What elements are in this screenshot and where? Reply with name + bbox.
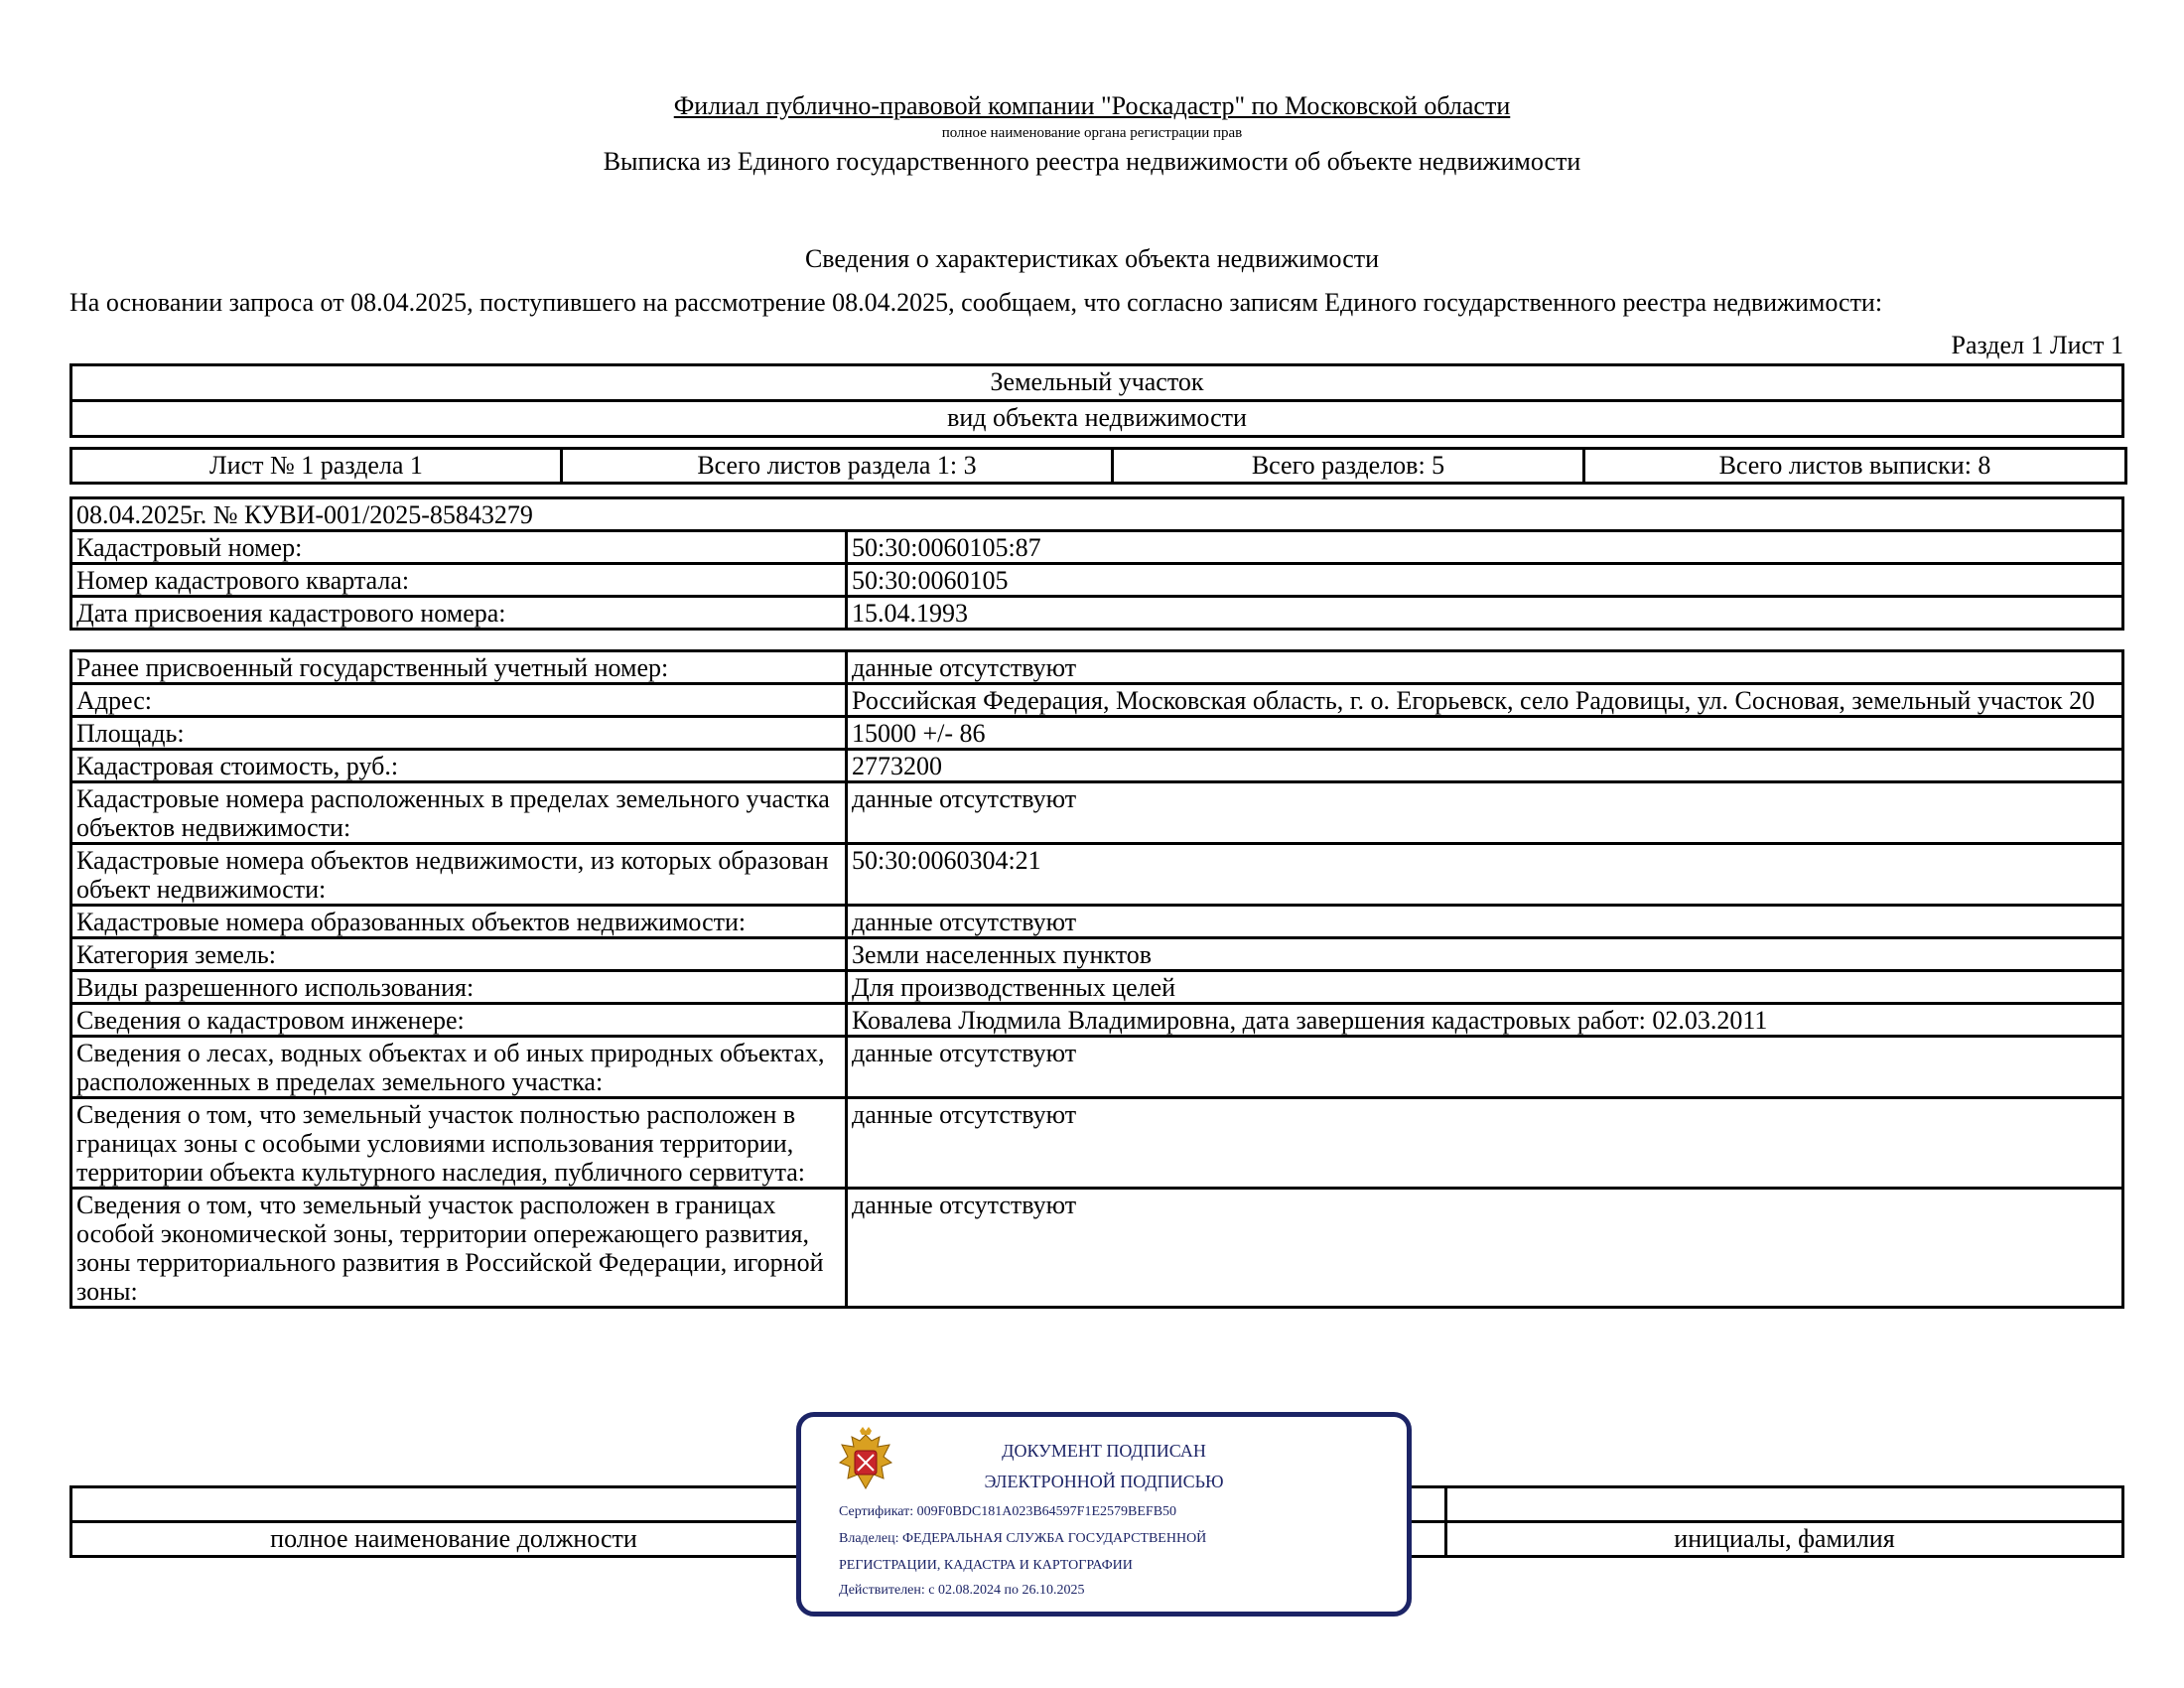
table-row bbox=[71, 1098, 2123, 1189]
section-title: Сведения о характеристиках объекта недвижимости bbox=[804, 244, 1380, 273]
row-label: Кадастровые номера объектов недвижимости, из которых образован объект недвижимости: bbox=[71, 844, 847, 906]
row-label: Кадастровые номера расположенных в пределах земельного участка объектов недвижимости: bbox=[71, 782, 847, 844]
intro-text: На основании запроса от 08.04.2025, поступившего на рассмотрение 08.04.2025, сообщаем, что согласно записям Единого государственного реестра недвижимости: bbox=[69, 288, 1883, 317]
sheets-info-table bbox=[69, 447, 2127, 485]
row-label: Сведения о кадастровом инженере: bbox=[71, 1004, 847, 1037]
row-value: 50:30:0060304:21 bbox=[847, 844, 2123, 906]
position-caption: полное наименование должности bbox=[71, 1522, 837, 1557]
table-row bbox=[71, 1004, 2123, 1037]
extract-sheets-total-cell: Всего листов выписки: 8 bbox=[1584, 449, 2126, 484]
table-row bbox=[71, 938, 2123, 971]
row-value: 50:30:0060105 bbox=[847, 564, 2123, 597]
table-row bbox=[71, 684, 2123, 717]
table-row bbox=[71, 564, 2123, 597]
row-value: данные отсутствуют bbox=[847, 906, 2123, 938]
row-value: данные отсутствуют bbox=[847, 651, 2123, 684]
row-label: Кадастровый номер: bbox=[71, 531, 847, 564]
row-value: 2773200 bbox=[847, 750, 2123, 782]
document-title: Выписка из Единого государственного реестра недвижимости об объекте недвижимости bbox=[603, 147, 1581, 176]
row-label: Сведения о том, что земельный участок полностью расположен в границах зоны с особыми условиями использования территории, территории объекта культурного наследия, публичного сервитута: bbox=[71, 1098, 847, 1189]
table-row bbox=[71, 1037, 2123, 1098]
row-value: Земли населенных пунктов bbox=[847, 938, 2123, 971]
row-value: 50:30:0060105:87 bbox=[847, 531, 2123, 564]
table-row bbox=[71, 717, 2123, 750]
section-sheets-total-cell: Всего листов раздела 1: 3 bbox=[562, 449, 1113, 484]
row-label: Площадь: bbox=[71, 717, 847, 750]
row-label: Ранее присвоенный государственный учетный номер: bbox=[71, 651, 847, 684]
stamp-certificate: Сертификат: 009F0BDC181A023B64597F1E2579BEFB50 bbox=[839, 1504, 1177, 1519]
row-value: данные отсутствуют bbox=[847, 1098, 2123, 1189]
row-value: 15.04.1993 bbox=[847, 597, 2123, 630]
table-row bbox=[71, 651, 2123, 684]
row-value: Российская Федерация, Московская область, г. о. Егорьевск, село Радовицы, ул. Сосновая, земельный участок 20 bbox=[847, 684, 2123, 717]
name-blank bbox=[1446, 1487, 2123, 1522]
table-row bbox=[71, 1189, 2123, 1308]
table-row bbox=[71, 906, 2123, 938]
sheet-number-cell: Лист № 1 раздела 1 bbox=[71, 449, 562, 484]
table-row bbox=[71, 531, 2123, 564]
stamp-line-2: ЭЛЕКТРОННОЙ ПОДПИСЬЮ bbox=[984, 1472, 1224, 1491]
row-value: данные отсутствуют bbox=[847, 1037, 2123, 1098]
row-label: Сведения о лесах, водных объектах и об иных природных объектах, расположенных в пределах земельного участка: bbox=[71, 1037, 847, 1098]
table-row bbox=[71, 750, 2123, 782]
stamp-validity: Действителен: с 02.08.2024 по 26.10.2025 bbox=[839, 1583, 1085, 1598]
table-row bbox=[71, 971, 2123, 1004]
table-row bbox=[71, 597, 2123, 630]
row-value: Ковалева Людмила Владимировна, дата завершения кадастровых работ: 02.03.2011 bbox=[847, 1004, 2123, 1037]
row-value: 15000 +/- 86 bbox=[847, 717, 2123, 750]
extract-id: 08.04.2025г. № КУВИ-001/2025-85843279 bbox=[71, 498, 2123, 531]
organization-caption: полное наименование органа регистрации прав bbox=[941, 125, 1243, 141]
row-label: Сведения о том, что земельный участок расположен в границах особой экономической зоны, территории опережающего развития, зоны территориального развития в Российской Федерации, игорной зоны: bbox=[71, 1189, 847, 1308]
electronic-signature-stamp bbox=[796, 1412, 1412, 1617]
object-type-value: Земельный участок bbox=[71, 365, 2123, 401]
table-row bbox=[71, 782, 2123, 844]
row-value: Для производственных целей bbox=[847, 971, 2123, 1004]
row-value: данные отсутствуют bbox=[847, 1189, 2123, 1308]
table-row bbox=[71, 844, 2123, 906]
stamp-line-1: ДОКУМЕНТ ПОДПИСАН bbox=[1002, 1441, 1206, 1461]
row-label: Кадастровая стоимость, руб.: bbox=[71, 750, 847, 782]
row-label: Дата присвоения кадастрового номера: bbox=[71, 597, 847, 630]
stamp-owner-1: Владелец: ФЕДЕРАЛЬНАЯ СЛУЖБА ГОСУДАРСТВЕННОЙ bbox=[839, 1531, 1207, 1546]
row-value: данные отсутствуют bbox=[847, 782, 2123, 844]
details-table bbox=[69, 649, 2124, 1309]
row-label: Номер кадастрового квартала: bbox=[71, 564, 847, 597]
object-type-table bbox=[69, 363, 2124, 438]
row-label: Категория земель: bbox=[71, 938, 847, 971]
object-type-caption: вид объекта недвижимости bbox=[71, 401, 2123, 437]
organization-name: Филиал публично-правовой компании "Роскадастр" по Московской области bbox=[673, 91, 1511, 120]
position-blank bbox=[71, 1487, 837, 1522]
row-label: Кадастровые номера образованных объектов недвижимости: bbox=[71, 906, 847, 938]
row-label: Виды разрешенного использования: bbox=[71, 971, 847, 1004]
stamp-owner-2: РЕГИСТРАЦИИ, КАДАСТРА И КАРТОГРАФИИ bbox=[839, 1558, 1133, 1573]
row-label: Адрес: bbox=[71, 684, 847, 717]
name-caption: инициалы, фамилия bbox=[1446, 1522, 2123, 1557]
sheet-reference: Раздел 1 Лист 1 bbox=[1951, 331, 2123, 359]
sections-total-cell: Всего разделов: 5 bbox=[1113, 449, 1584, 484]
main-info-table bbox=[69, 496, 2124, 631]
